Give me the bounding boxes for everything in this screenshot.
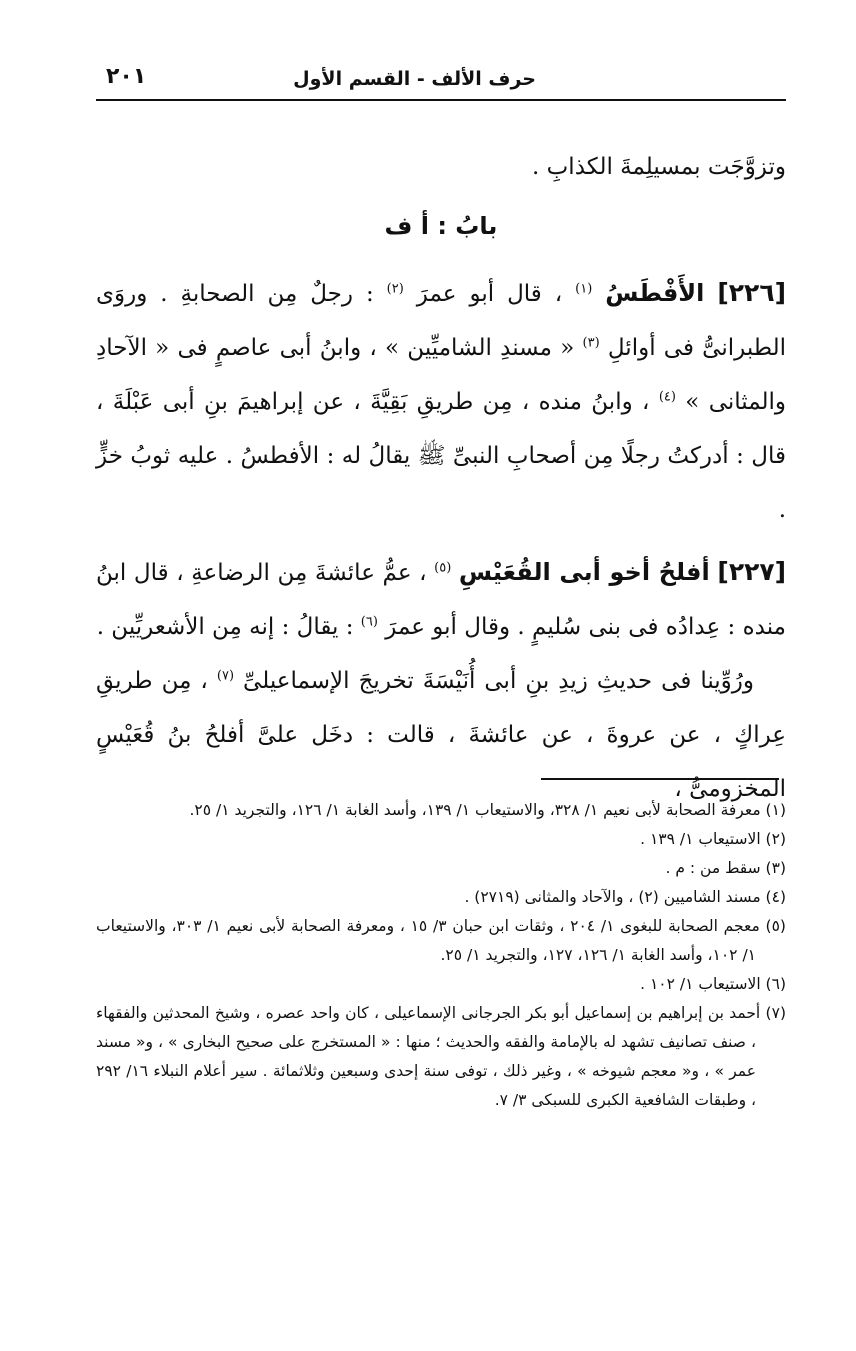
paragraph [96,654,786,816]
footnote-6: (٦) الاستيعاب ١/ ١٠٢ . [640,975,786,993]
footnote-5: (٥) معجم الصحابة للبغوى ١/ ٢٠٤ ، وثقات ابن حبان ٣/ ١٥ ، ومعرفة الصحابة لأبى نعيم ١/ ٣٠٣، والاستيعاب ١/ ١٠٢، وأسد الغابة ١/ ١٢٦، ١٢٧، والتجريد ١/ ٢٥. [96,917,786,964]
footnote-marker: (٣) [582,335,600,351]
entry-name: الأَفْطَسُ [605,279,705,307]
paragraph-text: ورُوِّينا فى حديثِ زيدِ بنِ أبى أُنَيْسَةَ تخريجَ الإسماعيلىِّ [243,668,754,694]
footnotes [96,796,786,1115]
entry-226 [96,266,786,537]
running-header [96,60,786,100]
footnote-marker: (٢) [386,281,404,297]
footnote-2: (٢) الاستيعاب ١/ ١٣٩ . [640,830,786,848]
footnote-marker: (٥) [434,560,452,576]
entry-text: : رجلٌ مِن الصحابةِ . وروَى الطبرانىُّ فى أوائلِ [96,281,787,361]
footnote-3: (٣) سقط من : م . [665,859,786,877]
footnote-1: (١) معرفة الصحابة لأبى نعيم ١/ ٣٢٨، والاستيعاب ١/ ١٣٩، وأسد الغابة ١/ ١٢٦، والتجريد ١/ ٢٥. [189,801,786,819]
header-rule [96,99,786,101]
opening-line: وتزوَّجَت بمسيلِمةَ الكذابِ . [532,154,786,180]
footnote-4: (٤) مسند الشاميين (٢) ، والآحاد والمثانى (٢٧١٩) . [464,888,786,906]
entry-text: ، وابنُ منده ، مِن طريقِ بَقِيَّةَ ، عن إبراهيمَ بنِ أبى عَبْلَةَ ، قال : أدركتُ رجلًا مِن أصحابِ النبىِّ ﷺ يقالُ له : الأفطسُ . عليه ثوبُ خزٍّ . [96,389,786,523]
entry-number: [٢٢٧] [717,557,787,586]
entry-text: : يقالُ : إنه مِن الأشعريِّين . [96,614,354,640]
footnote-marker: (١) [575,281,593,297]
entry-number: [٢٢٦] [717,278,787,307]
main-text [96,140,786,816]
entry-text: ، قال أبو عمرَ [416,281,563,307]
entry-text: « مسندِ الشاميِّين » ، وابنُ أبى عاصمٍ فى « الآحادِ والمثانى » [96,335,787,415]
entry-227 [96,545,786,654]
footnote-marker: (٦) [360,614,378,630]
footnote-7: (٧) أحمد بن إبراهيم بن إسماعيل أبو بكر الجرجانى الإسماعيلى ، كان واحد عصره ، وشيخ المحدثين والفقهاء ، صنف تصانيف تشهد له بالإمامة والفقه والحديث ؛ منها : « المستخرج على صحيح البخارى » ، و« مسند عمر » ، و« معجم شيوخه » ، وغير ذلك ، توفى سنة إحدى وسبعين وثلاثمائة . سير أعلام النبلاء ١٦/ ٢٩٢ ، وطبقات الشافعية الكبرى للسبكى ٣/ ٧. [96,1004,786,1109]
section-heading: بابُ : أ ف [384,212,498,240]
entry-name: أفلحُ أخو أبى القُعَيْسِ [458,558,710,586]
footnote-marker: (٧) [216,668,235,684]
paragraph-text: ، مِن طريقِ عِراكٍ ، عن عروةَ ، عن عائشةَ ، قالت : دخَل علىَّ أفلحُ بنُ قُعَيْسٍ المخزومىُّ ، [96,668,786,802]
page-number: ٢٠١ [106,64,147,89]
footnote-separator [541,778,779,780]
running-header-title: حرف الألف - القسم الأول [293,68,536,90]
entry-text: ، عمُّ عائشةَ مِن الرضاعةِ ، قال ابنُ منده : عِدادُه فى بنى سُليمٍ . وقال أبو عمرَ [96,560,786,640]
footnote-marker: (٤) [658,389,676,405]
